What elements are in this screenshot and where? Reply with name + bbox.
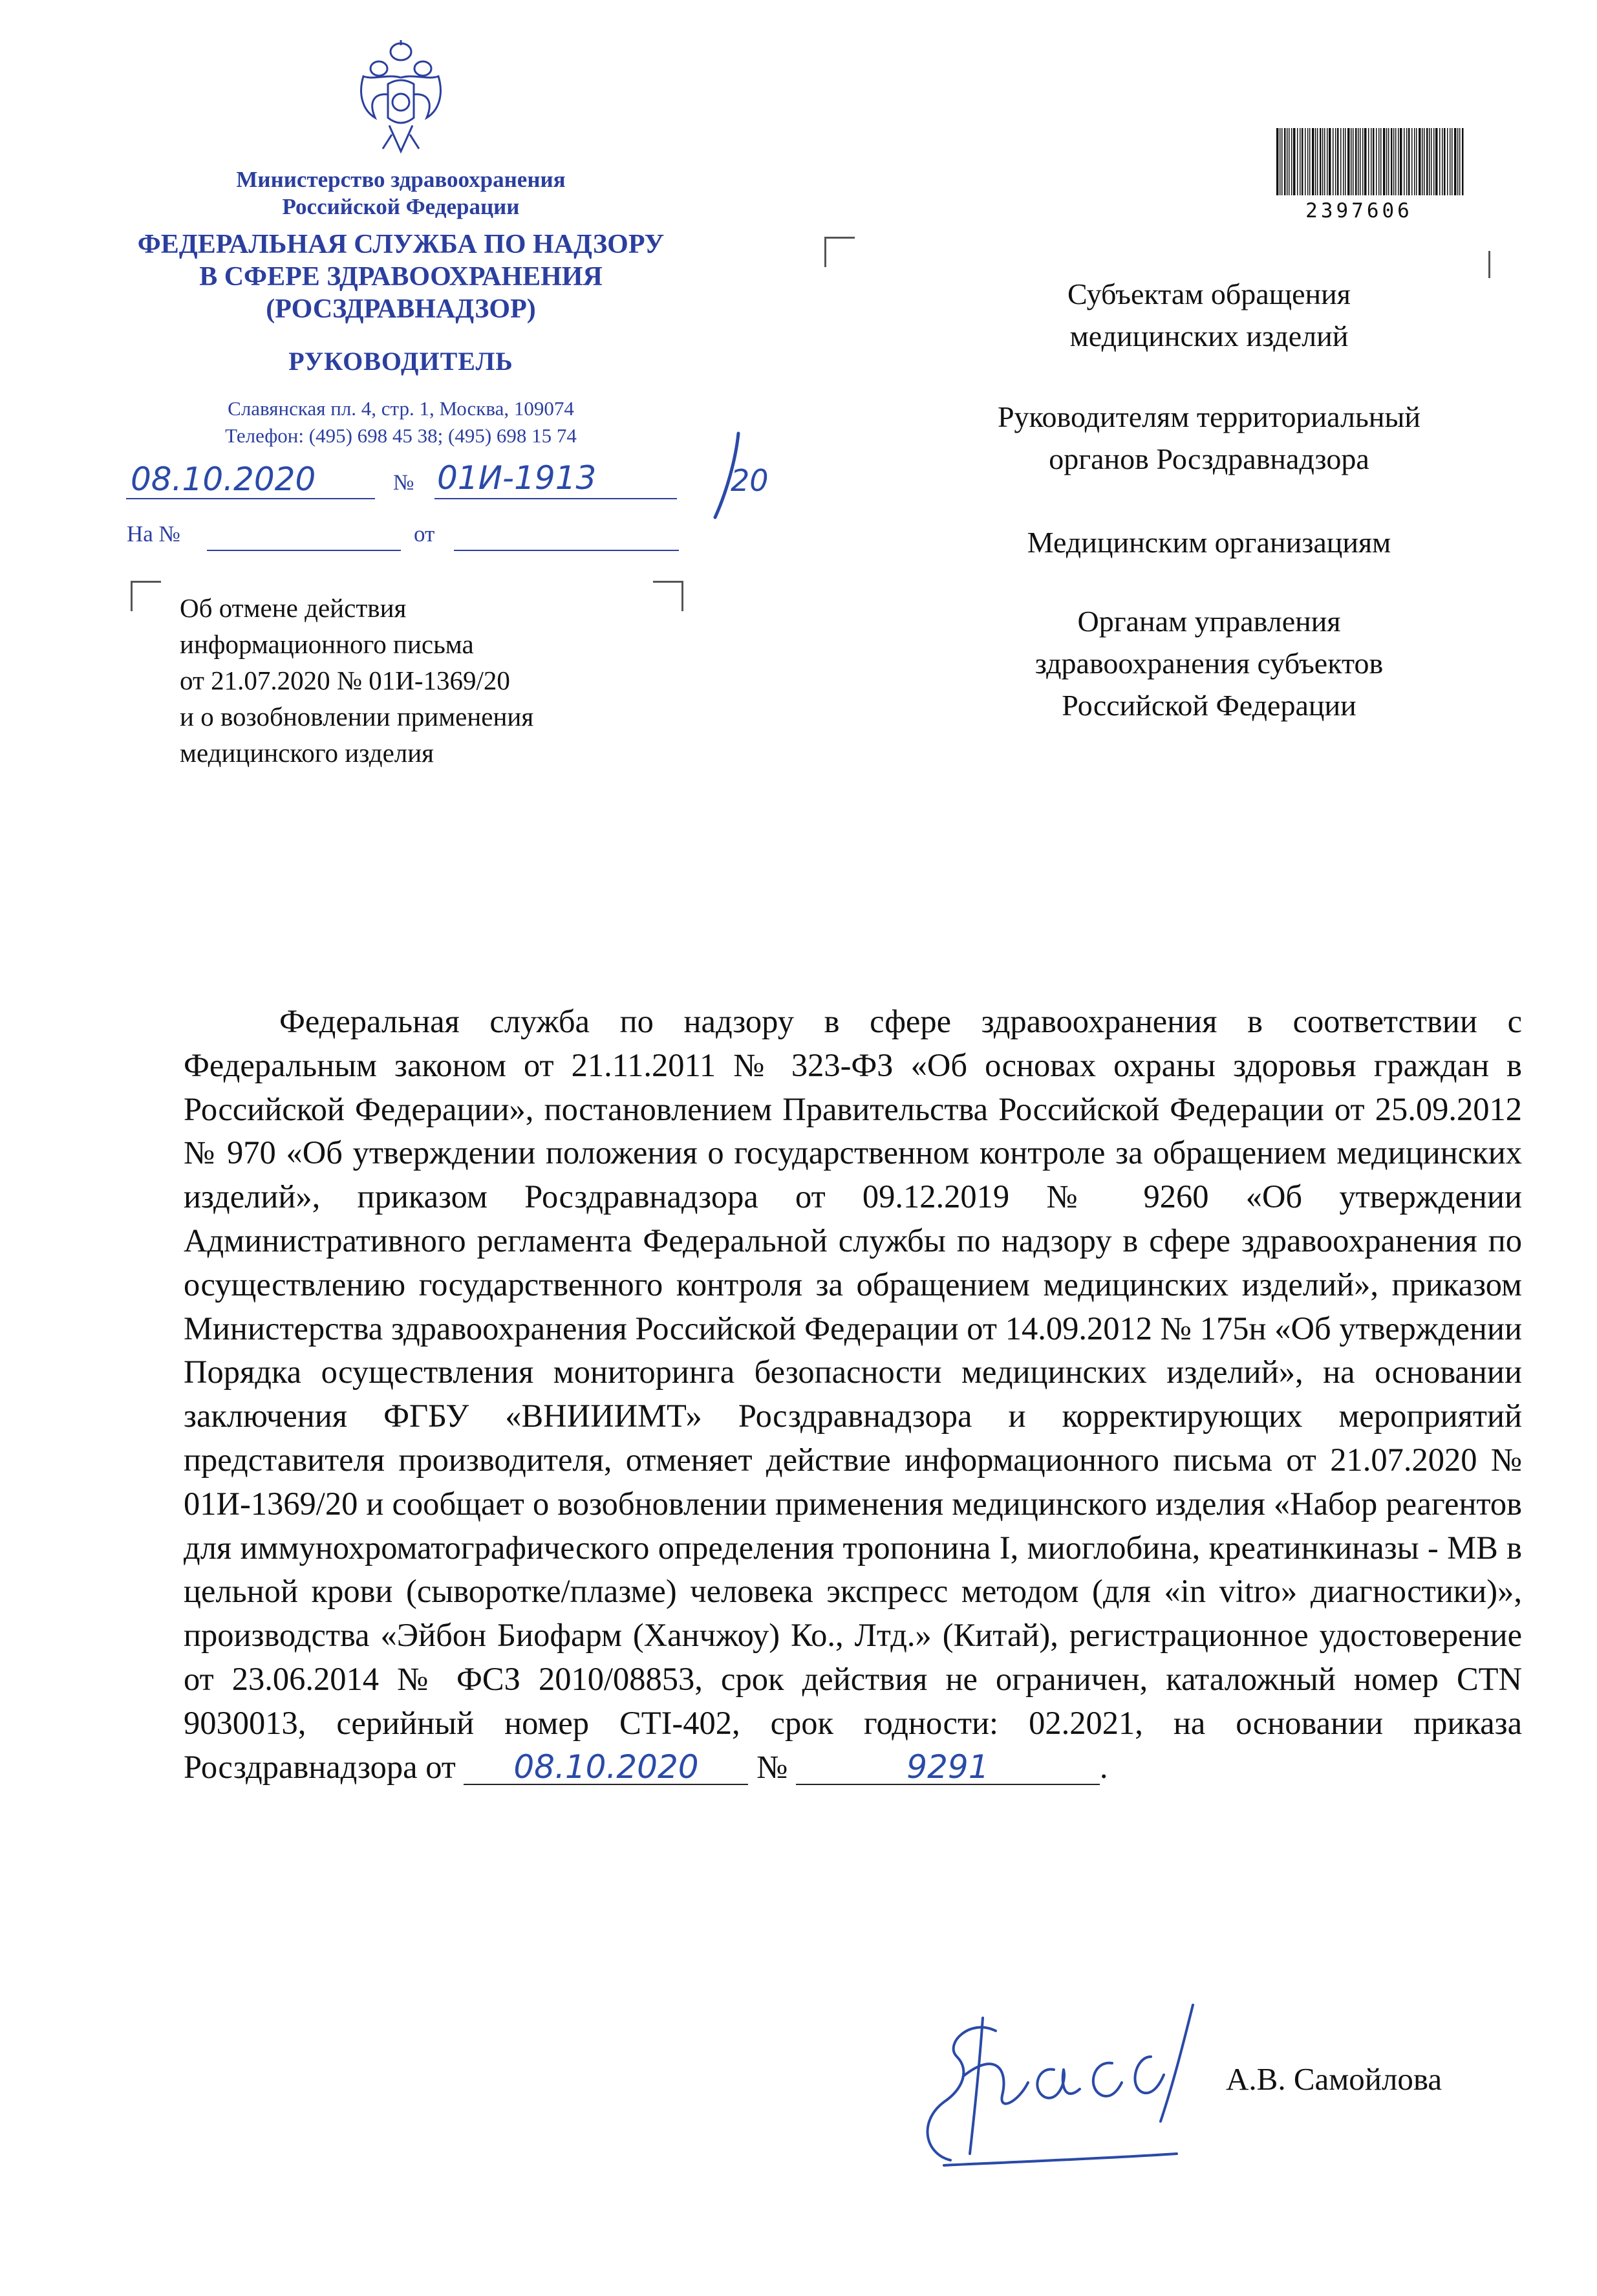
barcode-bar [1312, 128, 1314, 195]
subject-line: медицинского изделия [180, 738, 434, 768]
barcode-bar [1444, 128, 1446, 195]
barcode-bar [1373, 128, 1375, 195]
barcode-bar [1404, 128, 1405, 195]
addressee-3 [905, 521, 1513, 563]
barcode-bar [1400, 128, 1402, 195]
barcode-bar [1431, 128, 1432, 195]
barcode-number: 2397606 [1305, 199, 1413, 222]
barcode-bar [1376, 128, 1377, 195]
barcode-bar [1378, 128, 1380, 195]
barcode-bar [1351, 128, 1352, 195]
barcode-bar [1276, 128, 1279, 195]
barcode-bar [1358, 128, 1359, 195]
ministry-name-line-2: Российской Федерации [282, 194, 520, 219]
barcode-bar [1411, 128, 1413, 195]
barcode-bar [1442, 128, 1443, 195]
barcode-bar [1408, 128, 1410, 195]
head-title: РУКОВОДИТЕЛЬ [288, 347, 513, 376]
agency-phone: Телефон: (495) 698 45 38; (495) 698 15 74 [225, 424, 577, 447]
barcode-bar [1386, 128, 1388, 195]
addressee-line: здравоохранения субъектов [1034, 647, 1384, 680]
barcode-bar [1343, 128, 1344, 195]
barcode-bar [1433, 128, 1435, 195]
barcode-bar [1368, 128, 1369, 195]
outgoing-number-underline [434, 498, 677, 499]
barcode-bar [1307, 128, 1309, 195]
barcode-icon [1275, 128, 1469, 199]
barcode-bar [1447, 128, 1448, 195]
barcode-bar [1305, 128, 1306, 195]
order-number: 9291 [906, 1748, 989, 1786]
barcode-bar [1435, 128, 1438, 195]
barcode-bar [1393, 128, 1395, 195]
body-end-punct: . [1099, 1748, 1108, 1785]
subject-line: и о возобновлении применения [180, 702, 534, 731]
order-number-field [796, 1750, 1100, 1785]
barcode-bar [1462, 128, 1464, 195]
barcode-bar [1289, 128, 1290, 195]
outgoing-date-underline [126, 498, 375, 499]
addressee-line: Российской Федерации [1062, 689, 1356, 722]
addressee-1 [905, 273, 1513, 357]
barcode-bar [1360, 128, 1361, 195]
barcode-bar [1300, 128, 1301, 195]
letter-body [184, 1000, 1522, 1789]
outgoing-number: 01И-1913 [437, 459, 597, 497]
addressee-2 [905, 396, 1513, 480]
body-paragraph: Федеральная служба по надзору в сфере здравоохранения в соответствии с Федеральным законом от 21.11.2011 № 323-ФЗ «Об основах охраны здоровья граждан в Российской Федерации», постановлением Правительства Российской Федерации от 25.09.2012 № 970 «Об утверждении положения о государственном контроле за обращением медицинских изделий», приказом Росздравнадзора от 09.12.2019 № 9260 «Об утверждении Административного регламента Федеральной службы по надзору в сфере здравоохранения по осуществлению государственного контроля за обращением медицинских изделий», приказом Министерства здравоохранения Российской Федерации от 14.09.2012 № 175н «Об утверждении Порядка осуществления мониторинга безопасности медицинских изделий», на основании заключения ФГБУ «ВНИИИМТ» Росздравнадзора и корректирующих мероприятий представителя производителя, отменяет действие информационного письма от 21.07.2020 № 01И-1369/20 и сообщает о возобновлении применения медицинского изделия «Набор реагентов для иммунохроматографического определения тропонина I, миоглобина, креатинкиназы - МВ в цельной крови (сыворотке/плазме) человека экспресс методом (для «in vitro» диагностики)», производства «Эйбон Биофарм (Ханчжоу) Ко., Лтд.» (Китай), регистрационное удостоверение от 23.06.2014 № ФСЗ 2010/08853, срок действия не ограничен, каталожный номер CTN 9030013, серийный номер CTI-402, срок годности: 02.2021, на основании приказа Росздравнадзора от [184, 1003, 1522, 1785]
state-emblem-icon [349, 38, 453, 160]
barcode-bar [1340, 128, 1342, 195]
addressee-line: Руководителям территориальный [997, 400, 1421, 433]
letter-subject [180, 590, 645, 771]
outgoing-date: 08.10.2020 [131, 460, 316, 498]
addressee-line: Органам управления [1077, 605, 1341, 638]
barcode-bar [1284, 128, 1286, 195]
subject-corner-right [653, 581, 683, 611]
barcode-bar [1287, 128, 1288, 195]
barcode-bar [1429, 128, 1430, 195]
subject-corner-left [131, 581, 161, 611]
agency-name-line-3: (РОСЗДРАВНАДЗОР) [266, 294, 536, 324]
barcode-bar [1293, 128, 1296, 195]
signer-name: А.В. Самойлова [1226, 2061, 1442, 2097]
outgoing-number-sign: № [393, 471, 414, 495]
barcode-bar [1347, 128, 1350, 195]
order-date-field [464, 1750, 748, 1785]
reply-from-blank [454, 550, 679, 551]
barcode-bar [1419, 128, 1421, 195]
reply-number-label: На № [127, 521, 180, 547]
barcode-bar [1317, 128, 1318, 195]
barcode-bar [1291, 128, 1292, 195]
agency-name-line-2: В СФЕРЕ ЗДРАВООХРАНЕНИЯ [199, 262, 603, 292]
barcode-bar [1457, 128, 1459, 195]
addressee-line: органов Росздравнадзора [1049, 442, 1369, 475]
subject-line: Об отмене действия [180, 593, 407, 623]
agency-address: Славянская пл. 4, стр. 1, Москва, 109074 [228, 397, 574, 420]
barcode-bar [1383, 128, 1386, 195]
outgoing-number-suffix: 20 [731, 463, 769, 498]
handwritten-signature [905, 1992, 1203, 2180]
barcode-bar [1395, 128, 1397, 195]
barcode-bar [1414, 128, 1415, 195]
barcode-bar [1362, 128, 1364, 195]
barcode-bar [1355, 128, 1357, 195]
barcode-bar [1309, 128, 1311, 195]
barcode-bar [1345, 128, 1346, 195]
barcode-bar [1280, 128, 1281, 195]
barcode-bar [1426, 128, 1428, 195]
barcode-bar [1452, 128, 1453, 195]
reply-from-label: от [414, 521, 435, 547]
barcode-bar [1422, 128, 1423, 195]
addressee-line: Субъектам обращения [1067, 277, 1351, 310]
barcode-bar [1297, 128, 1298, 195]
barcode-bar [1416, 128, 1417, 195]
barcode-bar [1281, 128, 1283, 195]
barcode-bar [1320, 128, 1322, 195]
barcode-bar [1439, 128, 1441, 195]
barcode-bar [1424, 128, 1425, 195]
barcode-bar [1315, 128, 1316, 195]
reply-number-blank [207, 550, 401, 551]
subject-line: от 21.07.2020 № 01И-1369/20 [180, 666, 510, 695]
barcode-bar [1398, 128, 1399, 195]
addressee-4 [905, 600, 1513, 726]
addressee-corner-left [824, 237, 855, 267]
barcode-bar [1335, 128, 1336, 195]
barcode-bar [1454, 128, 1457, 195]
barcode-bar [1333, 128, 1334, 195]
barcode-bar [1450, 128, 1451, 195]
barcode-bar [1302, 128, 1303, 195]
barcode-bar [1459, 128, 1461, 195]
agency-name-line-1: ФЕДЕРАЛЬНАЯ СЛУЖБА ПО НАДЗОРУ [137, 230, 665, 259]
barcode-bar [1353, 128, 1354, 195]
barcode-bar [1324, 128, 1325, 195]
barcode-bar [1322, 128, 1324, 195]
barcode-bar [1371, 128, 1372, 195]
ministry-name-line-1: Министерство здравоохранения [236, 167, 566, 192]
barcode-bar [1364, 128, 1367, 195]
barcode-bar [1388, 128, 1389, 195]
barcode-bar [1380, 128, 1382, 195]
addressee-line: медицинских изделий [1069, 319, 1349, 352]
barcode-bar [1406, 128, 1408, 195]
order-number-sign: № [756, 1748, 788, 1785]
order-date: 08.10.2020 [513, 1748, 699, 1786]
addressee-line: Медицинским организациям [1027, 526, 1391, 559]
barcode-bar [1337, 128, 1339, 195]
barcode-bar [1327, 128, 1328, 195]
barcode-bar [1391, 128, 1393, 195]
subject-line: информационного письма [180, 629, 474, 659]
barcode-bar [1329, 128, 1331, 195]
